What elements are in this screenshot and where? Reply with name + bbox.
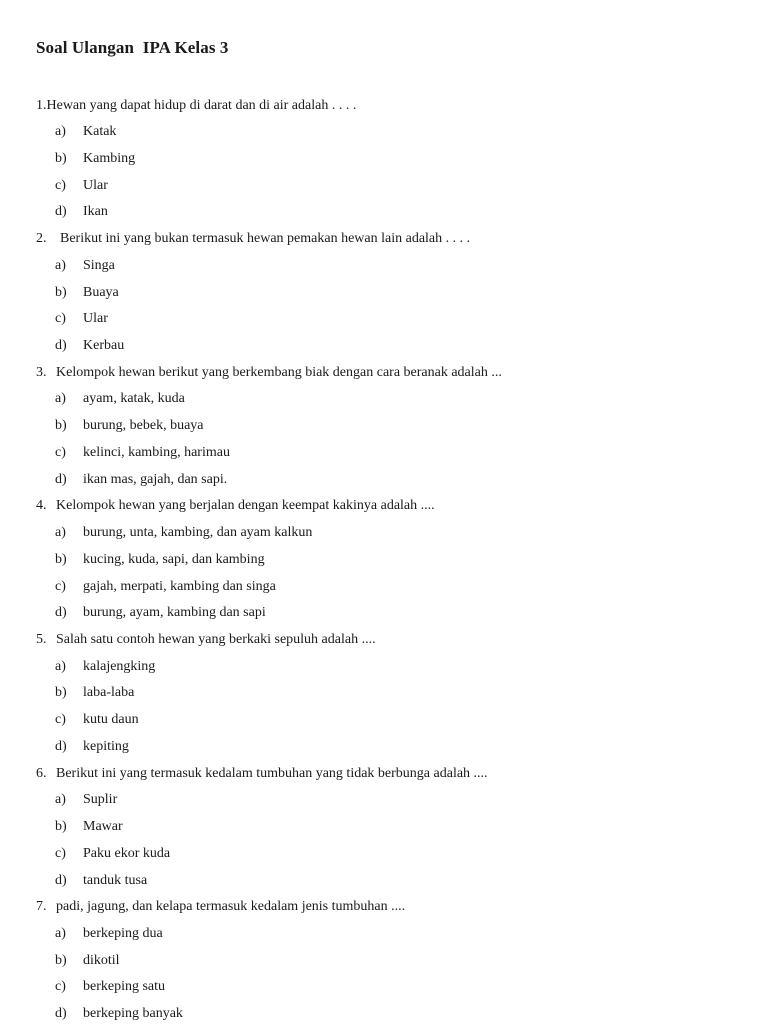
option-text: kelinci, kambing, harimau <box>83 445 230 460</box>
question-text: Berikut ini yang bukan termasuk hewan pemakan hewan lain adalah . . . . <box>60 231 471 246</box>
question-text: padi, jagung, dan kelapa termasuk kedalam jenis tumbuhan .... <box>56 899 406 914</box>
option-5c <box>55 711 139 729</box>
option-text: ikan mas, gajah, dan sapi. <box>83 472 228 487</box>
option-7c <box>55 978 165 996</box>
option-text: Mawar <box>83 819 123 834</box>
option-3d <box>55 471 227 489</box>
question-number: 5. <box>36 632 47 647</box>
option-letter: c) <box>55 445 66 460</box>
option-text: burung, bebek, buaya <box>83 418 204 433</box>
option-1b <box>55 150 135 168</box>
question-text: Hewan yang dapat hidup di darat dan di air adalah . . . . <box>46 98 357 113</box>
option-letter: d) <box>55 605 67 620</box>
option-text: Buaya <box>83 285 119 300</box>
option-text: kutu daun <box>83 712 139 727</box>
option-letter: b) <box>55 418 67 433</box>
option-letter: d) <box>55 338 67 353</box>
question-7 <box>36 898 405 916</box>
option-letter: c) <box>55 178 66 193</box>
option-text: Katak <box>83 124 117 139</box>
option-letter: d) <box>55 204 67 219</box>
question-number: 7. <box>36 899 47 914</box>
option-2c <box>55 310 108 328</box>
option-2d <box>55 337 124 355</box>
option-letter: a) <box>55 258 66 273</box>
option-1c <box>55 177 108 195</box>
option-letter: d) <box>55 739 67 754</box>
option-5a <box>55 658 155 676</box>
option-6c <box>55 845 170 863</box>
question-text: Berikut ini yang termasuk kedalam tumbuhan yang tidak berbunga adalah .... <box>56 766 488 781</box>
option-5d <box>55 738 129 756</box>
question-2 <box>36 230 470 248</box>
option-6a <box>55 791 117 809</box>
option-text: Ular <box>83 178 108 193</box>
question-text: Kelompok hewan yang berjalan dengan keempat kakinya adalah .... <box>56 498 435 513</box>
option-4d <box>55 604 266 622</box>
option-letter: c) <box>55 712 66 727</box>
question-text: Kelompok hewan berikut yang berkembang biak dengan cara beranak adalah ... <box>56 365 502 380</box>
option-letter: a) <box>55 124 66 139</box>
option-4c <box>55 578 276 596</box>
option-3b <box>55 417 204 435</box>
option-text: berkeping dua <box>83 926 163 941</box>
question-number: 1. <box>36 98 47 113</box>
option-text: Kerbau <box>83 338 125 353</box>
question-number: 2. <box>36 231 47 246</box>
option-2b <box>55 284 119 302</box>
option-letter: a) <box>55 926 66 941</box>
option-letter: b) <box>55 819 67 834</box>
question-6 <box>36 765 488 783</box>
question-3 <box>36 364 502 382</box>
option-letter: c) <box>55 311 66 326</box>
option-letter: b) <box>55 953 67 968</box>
question-text: Salah satu contoh hewan yang berkaki sepuluh adalah .... <box>56 632 376 647</box>
option-text: kalajengking <box>83 659 156 674</box>
option-text: kepiting <box>83 739 129 754</box>
option-letter: c) <box>55 979 66 994</box>
option-2a <box>55 257 115 275</box>
option-letter: a) <box>55 659 66 674</box>
option-4b <box>55 551 265 569</box>
option-text: Paku ekor kuda <box>83 846 171 861</box>
option-6d <box>55 872 147 890</box>
question-number: 6. <box>36 766 47 781</box>
option-text: burung, ayam, kambing dan sapi <box>83 605 266 620</box>
option-text: Ikan <box>83 204 108 219</box>
option-3a <box>55 390 185 408</box>
question-number: 3. <box>36 365 47 380</box>
option-text: dikotil <box>83 953 120 968</box>
option-letter: b) <box>55 285 67 300</box>
option-1d <box>55 203 108 221</box>
question-5 <box>36 631 376 649</box>
option-6b <box>55 818 123 836</box>
option-text: burung, unta, kambing, dan ayam kalkun <box>83 525 313 540</box>
option-text: Ular <box>83 311 108 326</box>
option-text: berkeping banyak <box>83 1006 183 1021</box>
option-4a <box>55 524 312 542</box>
question-number: 4. <box>36 498 47 513</box>
option-7d <box>55 1005 183 1023</box>
question-4 <box>36 497 435 515</box>
option-letter: b) <box>55 151 67 166</box>
option-letter: b) <box>55 552 67 567</box>
option-text: kucing, kuda, sapi, dan kambing <box>83 552 265 567</box>
option-letter: a) <box>55 391 66 406</box>
option-text: berkeping satu <box>83 979 166 994</box>
option-text: Singa <box>83 258 115 273</box>
option-letter: b) <box>55 685 67 700</box>
option-letter: c) <box>55 846 66 861</box>
option-text: tanduk tusa <box>83 873 148 888</box>
option-letter: d) <box>55 873 67 888</box>
option-letter: a) <box>55 525 66 540</box>
option-7b <box>55 952 120 970</box>
option-text: gajah, merpati, kambing dan singa <box>83 579 276 594</box>
option-letter: a) <box>55 792 66 807</box>
option-7a <box>55 925 163 943</box>
option-text: ayam, katak, kuda <box>83 391 185 406</box>
option-letter: d) <box>55 1006 67 1021</box>
option-text: laba-laba <box>83 685 135 700</box>
option-1a <box>55 123 116 141</box>
option-text: Suplir <box>83 792 118 807</box>
option-5b <box>55 684 134 702</box>
page-title: Soal Ulangan IPA Kelas 3 <box>36 38 229 57</box>
question-1 <box>36 97 356 115</box>
option-letter: d) <box>55 472 67 487</box>
option-3c <box>55 444 230 462</box>
option-letter: c) <box>55 579 66 594</box>
option-text: Kambing <box>83 151 136 166</box>
